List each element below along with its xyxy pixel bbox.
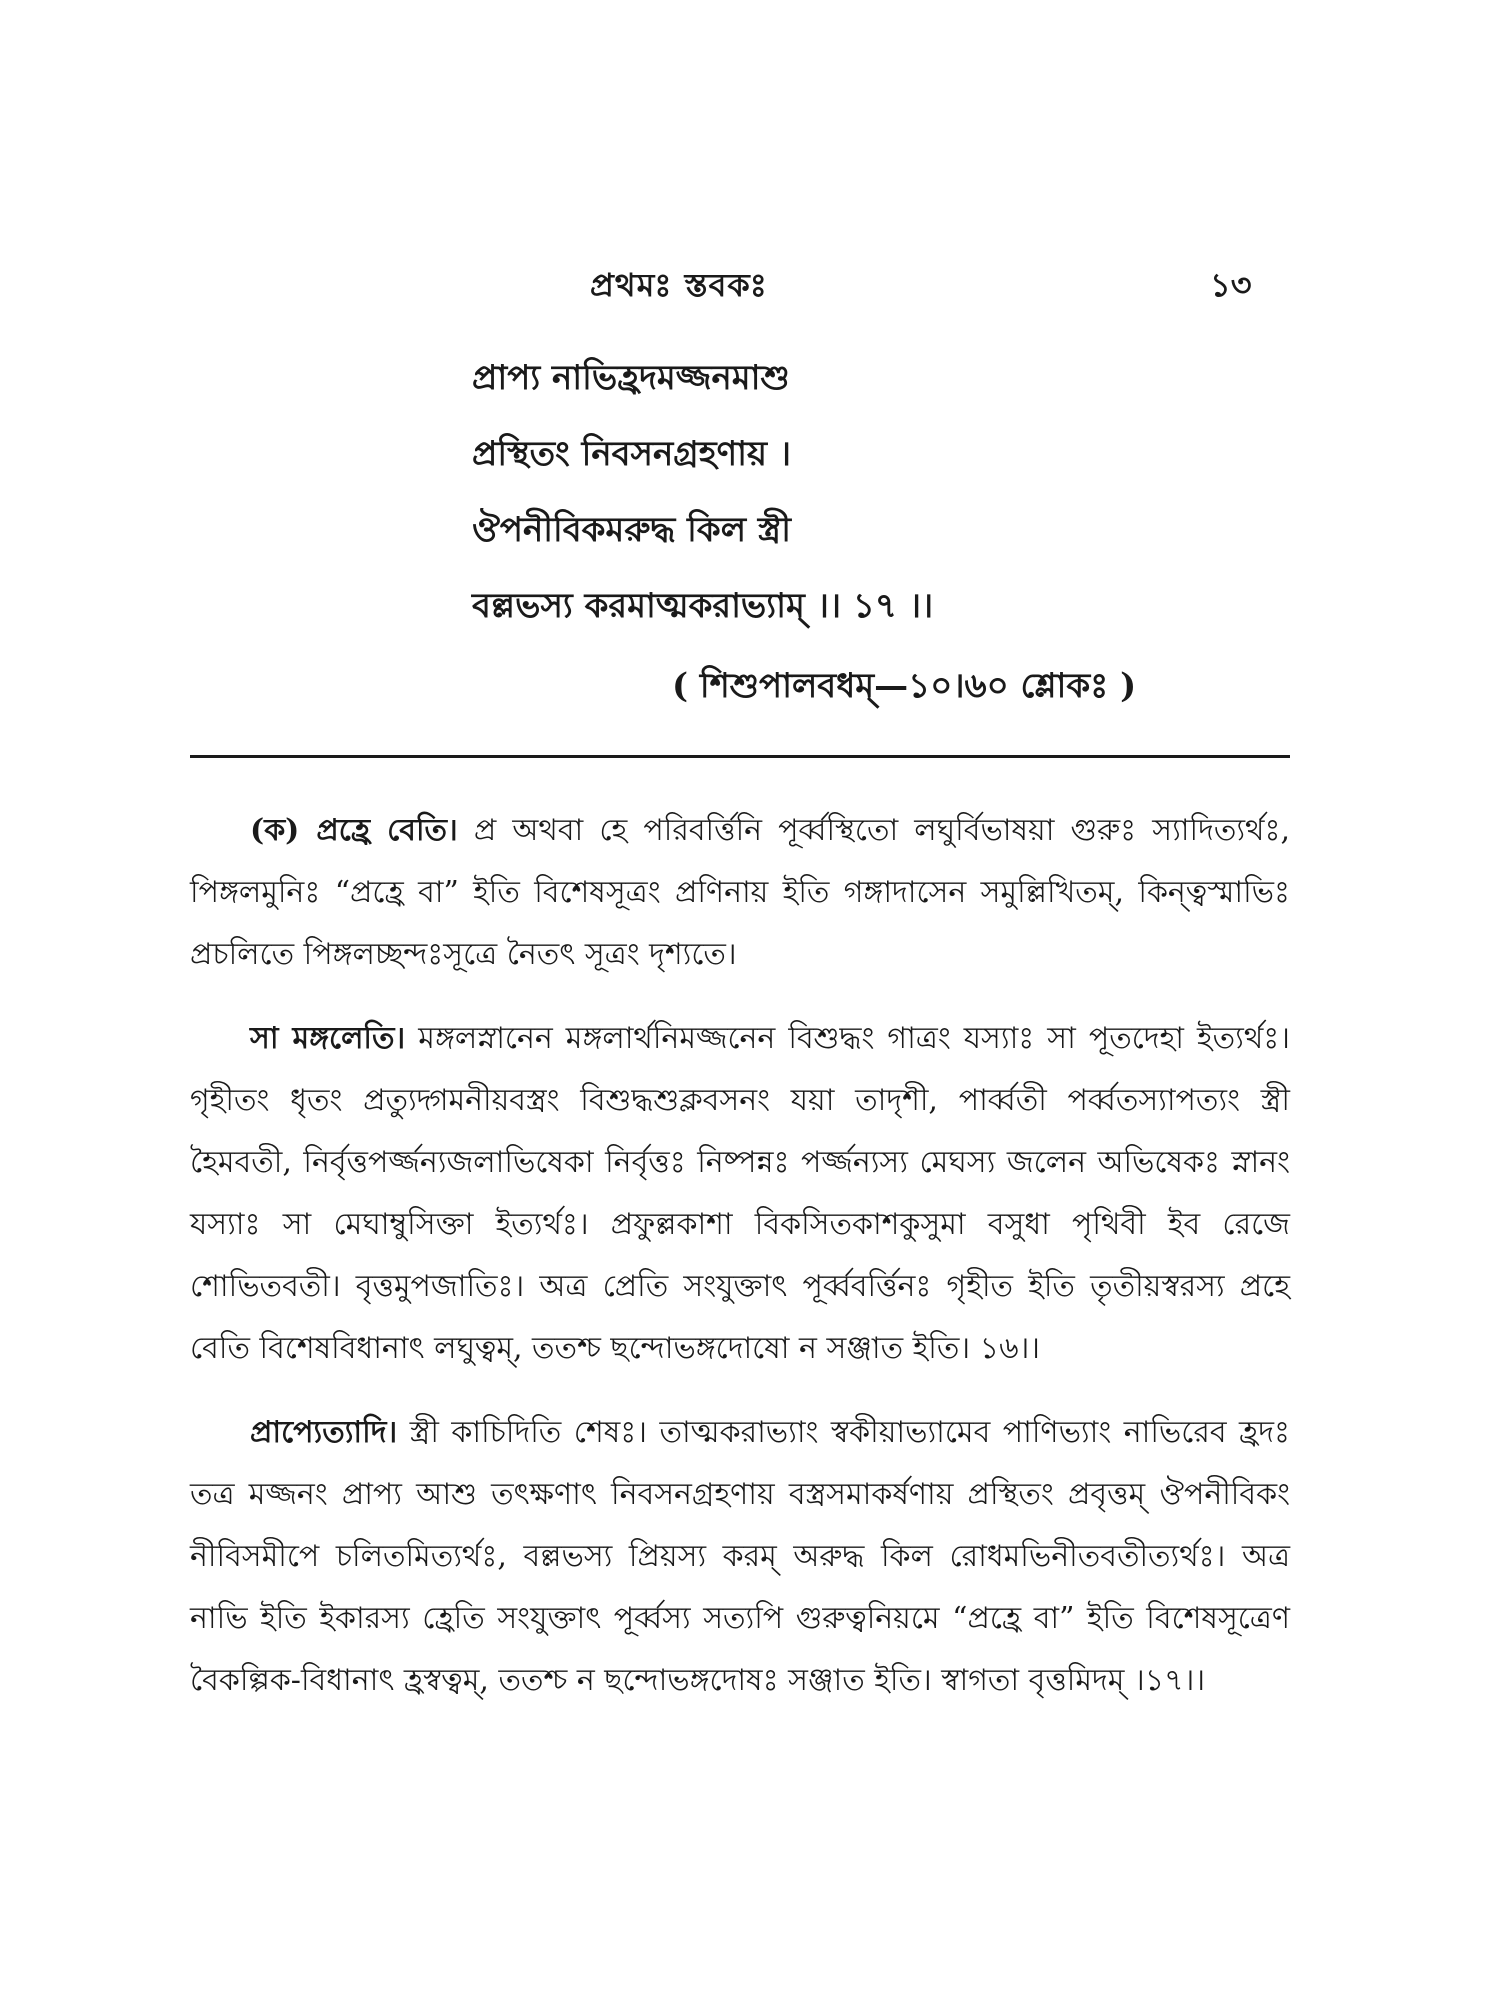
paragraph-lead: (ক) প্রহ্রে বেতি। [250,813,458,848]
paragraph-text: স্ত্রী কাচিদিতি শেষঃ। তাত্মকরাভ্যাং স্বকীয়াভ্যামেব পাণিভ্যাং নাভিরেব হ্রদঃ তত্র মজ্জনং প্রাপ্য আশু তৎক্ষণাৎ নিবসনগ্রহণায় বস্ত্রসমাকর্ষণায় প্রস্থিতং প্রবৃত্তম্ ঔপনীবিকং নীবিসমীপে চলিতমিত্যর্থঃ, বল্লভস্য প্রিয়স্য করম্ অরুদ্ধ কিল রোধমভিনীতবতীত্যর্থঃ। অত্র নাভি ইতি ইকারস্য হ্রেতি সংযুক্তাৎ পূর্ব্বস্য সত্যপি গুরুত্বনিয়মে “প্রহ্রে বা” ইতি বিশেষসূত্রেণ বৈকল্পিক-বিধানাৎ হ্রস্বত্বম্, ততশ্চ ন ছন্দোভঙ্গদোষঃ সঞ্জাত ইতি। স্বাগতা বৃত্তমিদম্ ।১৭।। [190,1415,1290,1698]
verse-line: ঔপনীবিকমরুদ্ধ কিল স্ত্রী [472,510,791,550]
paragraph-lead: সা মঙ্গলেতি। [250,1021,406,1056]
verse-line: প্রাপ্য নাভিহ্রদমজ্জনমাশু [472,358,790,398]
chapter-title: প্রথমঃ স্তবকঃ [590,266,768,304]
commentary-paragraph [190,800,1290,986]
divider-rule [190,755,1290,758]
verse-block [472,340,1172,644]
paragraph-lead: প্রাপ্যেত্যাদি। [250,1415,398,1450]
running-head [190,260,1290,304]
paragraph-text: প্র অথবা হে পরিবর্ত্তিনি পূর্ব্বস্থিতো লঘুর্বিভাষয়া গুরুঃ স্যাদিত্যর্থঃ, পিঙ্গলমুনিঃ “প্রহ্রে বা” ইতি বিশেষসূত্রং প্রণিনায় ইতি গঙ্গাদাসেন সমুল্লিখিতম্, কিন্ত্বস্মাভিঃ প্রচলিতে পিঙ্গলচ্ছন্দঃসূত্রে নৈতৎ সূত্রং দৃশ্যতে। [190,813,1290,972]
page-number: ১৩ [1210,266,1252,304]
commentary-paragraph [190,1402,1290,1712]
verse-line: বল্লভস্য করমাত্মকরাভ্যাম্ ।। ১৭ ।। [472,586,934,626]
verse-line: প্রস্থিতং নিবসনগ্রহণায় । [472,434,792,474]
verse-source: ( শিশুপালবধম্—১০।৬০ শ্লোকঃ ) [672,666,1137,706]
book-page [190,220,1290,1900]
commentary-paragraph [190,1008,1290,1380]
commentary [190,800,1290,1734]
paragraph-text: মঙ্গলস্নানেন মঙ্গলার্থনিমজ্জনেন বিশুদ্ধং গাত্রং যস্যাঃ সা পূতদেহা ইত্যর্থঃ। গৃহীতং ধৃতং প্রত্যুদ্গমনীয়বস্ত্রং বিশুদ্ধশুক্লবসনং যয়া তাদৃশী, পার্ব্বতী পর্ব্বতস্যাপত্যং স্ত্রী হৈমবতী, নির্বৃত্তপর্জ্জন্যজলাভিষেকা নির্বৃত্তঃ নিষ্পন্নঃ পর্জ্জন্যস্য মেঘস্য জলেন অভিষেকঃ স্নানং যস্যাঃ সা মেঘাম্বুসিক্তা ইত্যর্থঃ। প্রফুল্লকাশা বিকসিতকাশকুসুমা বসুধা পৃথিবী ইব রেজে শোভিতবতী। বৃত্তমুপজাতিঃ। অত্র প্রেতি সংযুক্তাৎ পূর্ব্ববর্ত্তিনঃ গৃহীত ইতি তৃতীয়স্বরস্য প্রহে বেতি বিশেষবিধানাৎ লঘুত্বম্, ততশ্চ ছন্দোভঙ্গদোষো ন সঞ্জাত ইতি। ১৬।। [190,1021,1290,1366]
